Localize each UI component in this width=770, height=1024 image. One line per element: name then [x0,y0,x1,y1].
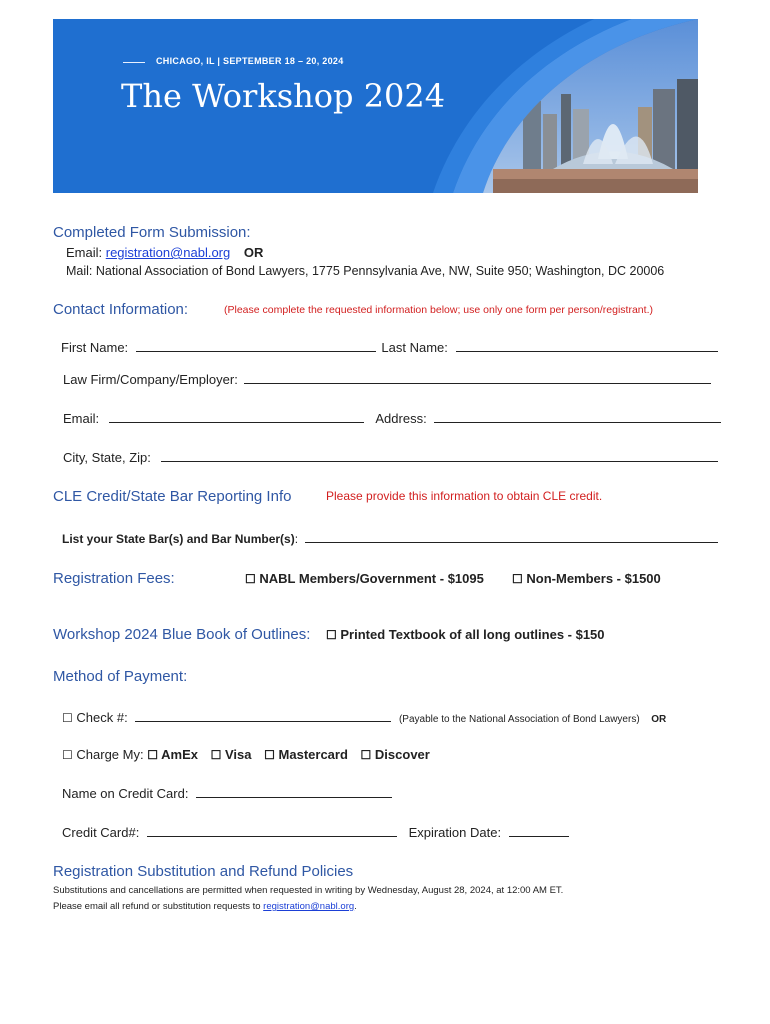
checkbox-icon[interactable]: ☐ [62,711,73,725]
cle-note: Please provide this information to obtain CLE credit. [326,489,603,503]
submission-or: OR [243,245,264,260]
bar-label: List your State Bar(s) and Bar Number(s) [62,532,295,546]
card-option-mastercard[interactable] [264,747,348,762]
card-discover-label: Discover [374,747,430,762]
contact-note: (Please complete the requested information below; use only one form per person/registrant.) [224,304,653,316]
fee-option-nonmembers-label: Non-Members - $1500 [526,571,661,586]
checkbox-icon[interactable]: ☐ [147,748,158,762]
payment-heading: Method of Payment: [53,668,188,685]
checkbox-icon[interactable]: ☐ [245,572,256,586]
firm-label: Law Firm/Company/Employer: [63,372,238,387]
banner-title: The Workshop 2024 [121,77,446,115]
checkbox-icon[interactable]: ☐ [512,572,523,586]
submission-email-link[interactable]: registration@nabl.org [105,245,231,260]
email-field[interactable] [109,412,364,423]
card-number-label: Credit Card#: [62,825,140,840]
card-amex-label: AmEx [161,747,198,762]
bluebook-option[interactable] [326,627,605,642]
address-label: Address: [375,411,427,426]
card-name-field[interactable] [196,787,392,798]
charge-label: Charge My: [76,747,144,762]
check-label: Check #: [76,710,128,725]
last-name-label: Last Name: [381,340,448,355]
card-number-field[interactable] [147,826,397,837]
first-name-row [61,340,718,355]
card-name-row [62,786,392,801]
card-option-discover[interactable] [361,747,430,762]
banner-dateline: CHICAGO, IL | SEPTEMBER 18 – 20, 2024 [156,56,344,66]
payable-note: (Payable to the National Association of Bond Lawyers) [398,714,640,725]
refund-line-2 [53,901,357,912]
refund-line-2-suffix: . [354,901,357,912]
submission-email-line [66,245,263,260]
bar-number-field[interactable] [305,532,718,543]
check-number-field[interactable] [135,711,391,722]
checkbox-icon[interactable]: ☐ [360,748,372,762]
banner-rule [123,62,145,63]
last-name-field[interactable] [456,341,718,352]
card-visa-label: Visa [225,747,252,762]
submission-heading: Completed Form Submission: [53,224,251,241]
card-number-row [62,825,569,840]
bar-colon: : [294,532,299,546]
checkbox-icon[interactable]: ☐ [326,628,337,642]
address-field[interactable] [434,412,721,423]
email-label: Email: [63,411,100,426]
bluebook-option-label: Printed Textbook of all long outlines - $150 [340,627,605,642]
payment-or: OR [651,714,667,725]
refund-line-2-prefix: Please email all refund or substitution requests to [53,901,264,912]
checkbox-icon[interactable]: ☐ [264,748,275,762]
fee-option-members-label: NABL Members/Government - $1095 [259,571,484,586]
fees-heading: Registration Fees: [53,570,175,587]
checkbox-icon[interactable]: ☐ [62,748,73,762]
card-mastercard-label: Mastercard [278,747,348,762]
city-label: City, State, Zip: [63,450,151,465]
firm-field[interactable] [244,373,711,384]
submission-email-label: Email: [66,245,103,260]
first-name-label: First Name: [61,340,129,355]
event-banner [53,19,698,193]
charge-row [62,747,430,762]
city-field[interactable] [161,451,718,462]
submission-mail-line: Mail: National Association of Bond Lawyers, 1775 Pennsylvania Ave, NW, Suite 950; Washington, DC 20006 [66,264,665,278]
first-name-field[interactable] [136,341,376,352]
fee-option-members[interactable] [245,571,484,586]
contact-heading: Contact Information: [53,301,189,318]
card-option-visa[interactable] [211,747,252,762]
email-address-row [63,411,721,426]
fee-option-nonmembers[interactable] [512,571,661,586]
refund-email-link[interactable]: registration@nabl.org [263,901,355,912]
check-row [62,710,666,725]
refund-line-1: Substitutions and cancellations are permitted when requested in writing by Wednesday, August 28, 2024, at 12:00 AM ET. [53,885,564,896]
expiration-field[interactable] [509,826,569,837]
refund-heading: Registration Substitution and Refund Policies [53,863,354,880]
expiration-label: Expiration Date: [408,825,502,840]
bluebook-heading: Workshop 2024 Blue Book of Outlines: [53,626,311,643]
checkbox-icon[interactable]: ☐ [210,748,222,762]
cle-heading: CLE Credit/State Bar Reporting Info [53,488,292,505]
firm-row [63,372,711,387]
bar-row [62,532,718,546]
card-name-label: Name on Credit Card: [62,786,189,801]
city-row [63,450,718,465]
card-option-amex[interactable] [147,747,198,762]
